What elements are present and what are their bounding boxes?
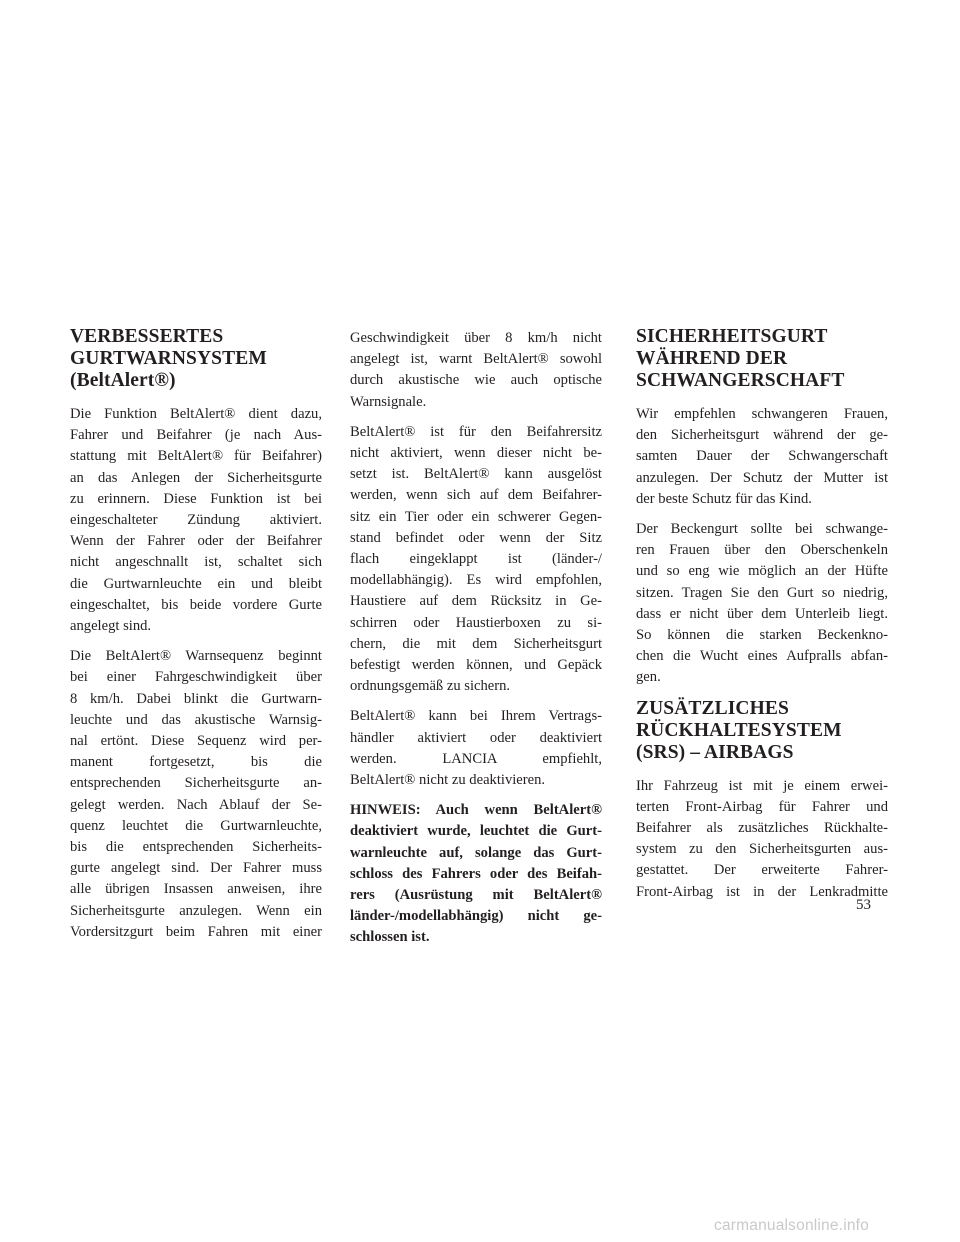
text-line: ordnungsgemäß zu sichern. bbox=[350, 678, 511, 695]
text-line: schloss des Fahrers oder des Beifah- bbox=[350, 865, 602, 882]
text-line: RÜCKHALTESYSTEM bbox=[636, 719, 842, 741]
text-line: quenz leuchtet die Gurtwarnleuchte, bbox=[70, 817, 322, 834]
text-line: zu erinnern. Diese Funktion ist bei bbox=[70, 490, 322, 507]
text-line: BeltAlert® kann bei Ihrem Vertrags- bbox=[350, 708, 602, 725]
text-line: chen die Wucht eines Aufpralls abfan- bbox=[636, 648, 888, 665]
text-line: gurte angelegt sind. Der Fahrer muss bbox=[70, 860, 322, 877]
text-line: flach eingeklappt ist (länder-/ bbox=[350, 551, 602, 568]
body-paragraph bbox=[636, 404, 888, 510]
text-line: eingeschaltet, bis beide vordere Gurte bbox=[70, 596, 322, 613]
text-line: eingeschalteter Zündung aktiviert. bbox=[70, 512, 322, 529]
text-line: Warnsignale. bbox=[350, 393, 427, 410]
text-line: (BeltAlert®) bbox=[70, 370, 176, 391]
text-line: werden. LANCIA empfiehlt, bbox=[350, 750, 602, 767]
text-line: die Gurtwarnleuchte ein und bleibt bbox=[70, 575, 322, 592]
text-line: alle übrigen Insassen anweisen, ihre bbox=[70, 881, 322, 898]
text-line: händler aktiviert oder deaktiviert bbox=[350, 729, 602, 746]
text-line: ZUSÄTZLICHES bbox=[636, 697, 789, 719]
text-line: HINWEIS: Auch wenn BeltAlert® bbox=[350, 802, 602, 819]
text-line: gestattet. Der erweiterte Fahrer- bbox=[636, 862, 888, 879]
text-line: der beste Schutz für das Kind. bbox=[636, 490, 812, 507]
column-left bbox=[70, 326, 322, 952]
column-middle bbox=[350, 328, 602, 958]
text-line: Fahrer und Beifahrer (je nach Aus- bbox=[70, 427, 322, 444]
section-heading bbox=[636, 326, 888, 392]
text-line: Die Funktion BeltAlert® dient dazu, bbox=[70, 406, 322, 422]
text-line: modellabhängig). Es wird empfohlen, bbox=[350, 572, 602, 589]
section-heading bbox=[70, 326, 322, 392]
text-line: BeltAlert® nicht zu deaktivieren. bbox=[350, 772, 546, 789]
text-line: angelegt ist, warnt BeltAlert® sowohl bbox=[350, 351, 602, 368]
text-line: schirren oder Haustierboxen zu si- bbox=[350, 614, 602, 631]
text-line: gen. bbox=[636, 669, 661, 686]
body-paragraph bbox=[350, 328, 602, 413]
text-line: den Sicherheitsgurt während der ge- bbox=[636, 427, 888, 444]
body-paragraph bbox=[70, 646, 322, 943]
text-line: bei einer Fahrgeschwindigkeit über bbox=[70, 669, 322, 686]
text-line: Der Beckengurt sollte bei schwange- bbox=[636, 521, 888, 538]
text-line: gelegt werden. Nach Ablauf der Se- bbox=[70, 796, 322, 813]
column-right bbox=[636, 326, 888, 912]
text-line: manent fortgesetzt, bis die bbox=[70, 754, 322, 771]
text-line: Front-Airbag ist in der Lenkradmitte bbox=[636, 883, 888, 900]
text-line: SICHERHEITSGURT bbox=[636, 326, 828, 347]
text-line: nicht angeschnallt ist, schaltet sich bbox=[70, 554, 322, 571]
text-line: durch akustische wie auch optische bbox=[350, 372, 602, 389]
text-line: stand befindet oder wenn der Sitz bbox=[350, 529, 602, 546]
text-line: an das Anlegen der Sicherheitsgurte bbox=[70, 469, 322, 486]
text-line: warnleuchte auf, solange das Gurt- bbox=[350, 844, 602, 861]
text-line: Wenn der Fahrer oder der Beifahrer bbox=[70, 533, 322, 550]
text-line: dass er nicht über dem Unterleib liegt. bbox=[636, 605, 888, 622]
text-line: terten Front-Airbag für Fahrer und bbox=[636, 798, 888, 815]
text-line: entsprechenden Sicherheitsgurte an- bbox=[70, 775, 322, 792]
body-paragraph bbox=[350, 706, 602, 791]
text-line: chern, die mit dem Sicherheitsgurt bbox=[350, 635, 602, 652]
text-line: VERBESSERTES bbox=[70, 326, 224, 347]
text-line: leuchte und das akustische Warnsig- bbox=[70, 711, 322, 728]
body-paragraph bbox=[636, 776, 888, 903]
text-line: Sicherheitsgurte anzulegen. Wenn ein bbox=[70, 902, 322, 919]
text-line: rers (Ausrüstung mit BeltAlert® bbox=[350, 887, 602, 904]
text-line: und so eng wie möglich an der Hüfte bbox=[636, 563, 888, 580]
text-line: samten Dauer der Schwangerschaft bbox=[636, 448, 888, 465]
text-line: bis die entsprechenden Sicherheits- bbox=[70, 839, 322, 856]
text-line: werden, wenn sich auf dem Beifahrer- bbox=[350, 487, 602, 504]
body-paragraph bbox=[70, 404, 322, 637]
body-paragraph bbox=[636, 519, 888, 689]
text-line: system zu den Sicherheitsgurten aus- bbox=[636, 841, 888, 858]
text-line: Die BeltAlert® Warnsequenz beginnt bbox=[70, 648, 322, 665]
text-line: länder-/modellabhängig) nicht ge- bbox=[350, 908, 602, 925]
text-line: nal ertönt. Diese Sequenz wird per- bbox=[70, 733, 322, 750]
text-line: anzulegen. Der Schutz der Mutter ist bbox=[636, 469, 888, 486]
text-line: So können die starken Beckenkno- bbox=[636, 627, 888, 644]
section-heading bbox=[636, 698, 888, 764]
text-line: befestigt werden können, und Gepäck bbox=[350, 657, 602, 674]
text-line: BeltAlert® ist für den Beifahrersitz bbox=[350, 423, 602, 440]
text-line: (SRS) – AIRBAGS bbox=[636, 741, 794, 763]
text-line: SCHWANGERSCHAFT bbox=[636, 370, 845, 391]
text-line: Ihr Fahrzeug ist mit je einem erwei- bbox=[636, 777, 888, 794]
text-line: schlossen ist. bbox=[350, 929, 430, 946]
text-line: 8 km/h. Dabei blinkt die Gurtwarn- bbox=[70, 690, 322, 707]
body-paragraph bbox=[350, 422, 602, 698]
text-line: Beifahrer als zusätzliches Rückhalte- bbox=[636, 820, 888, 837]
text-line: Vordersitzgurt beim Fahren mit einer bbox=[70, 923, 322, 940]
watermark-text: carmanualsonline.info bbox=[714, 1217, 869, 1234]
text-line: GURTWARNSYSTEM bbox=[70, 348, 267, 369]
note-paragraph bbox=[350, 800, 602, 948]
page-number: 53 bbox=[856, 897, 871, 913]
text-line: deaktiviert wurde, leuchtet die Gurt- bbox=[350, 823, 602, 840]
text-line: sitzen. Tragen Sie den Gurt so niedrig, bbox=[636, 584, 888, 601]
text-line: Haustiere auf dem Rücksitz in Ge- bbox=[350, 593, 602, 610]
text-line: angelegt sind. bbox=[70, 618, 152, 635]
text-line: Wir empfehlen schwangeren Frauen, bbox=[636, 406, 888, 422]
text-line: stattung mit BeltAlert® für Beifahrer) bbox=[70, 448, 322, 465]
text-line: sitz ein Tier oder ein schwerer Gegen- bbox=[350, 508, 602, 525]
text-line: Geschwindigkeit über 8 km/h nicht bbox=[350, 330, 602, 346]
text-line: nicht aktiviert, wenn dieser nicht be- bbox=[350, 445, 602, 462]
text-line: ren Frauen über den Oberschenkeln bbox=[636, 542, 888, 559]
text-line: setzt ist. BeltAlert® kann ausgelöst bbox=[350, 466, 602, 483]
text-line: WÄHREND DER bbox=[636, 348, 788, 369]
